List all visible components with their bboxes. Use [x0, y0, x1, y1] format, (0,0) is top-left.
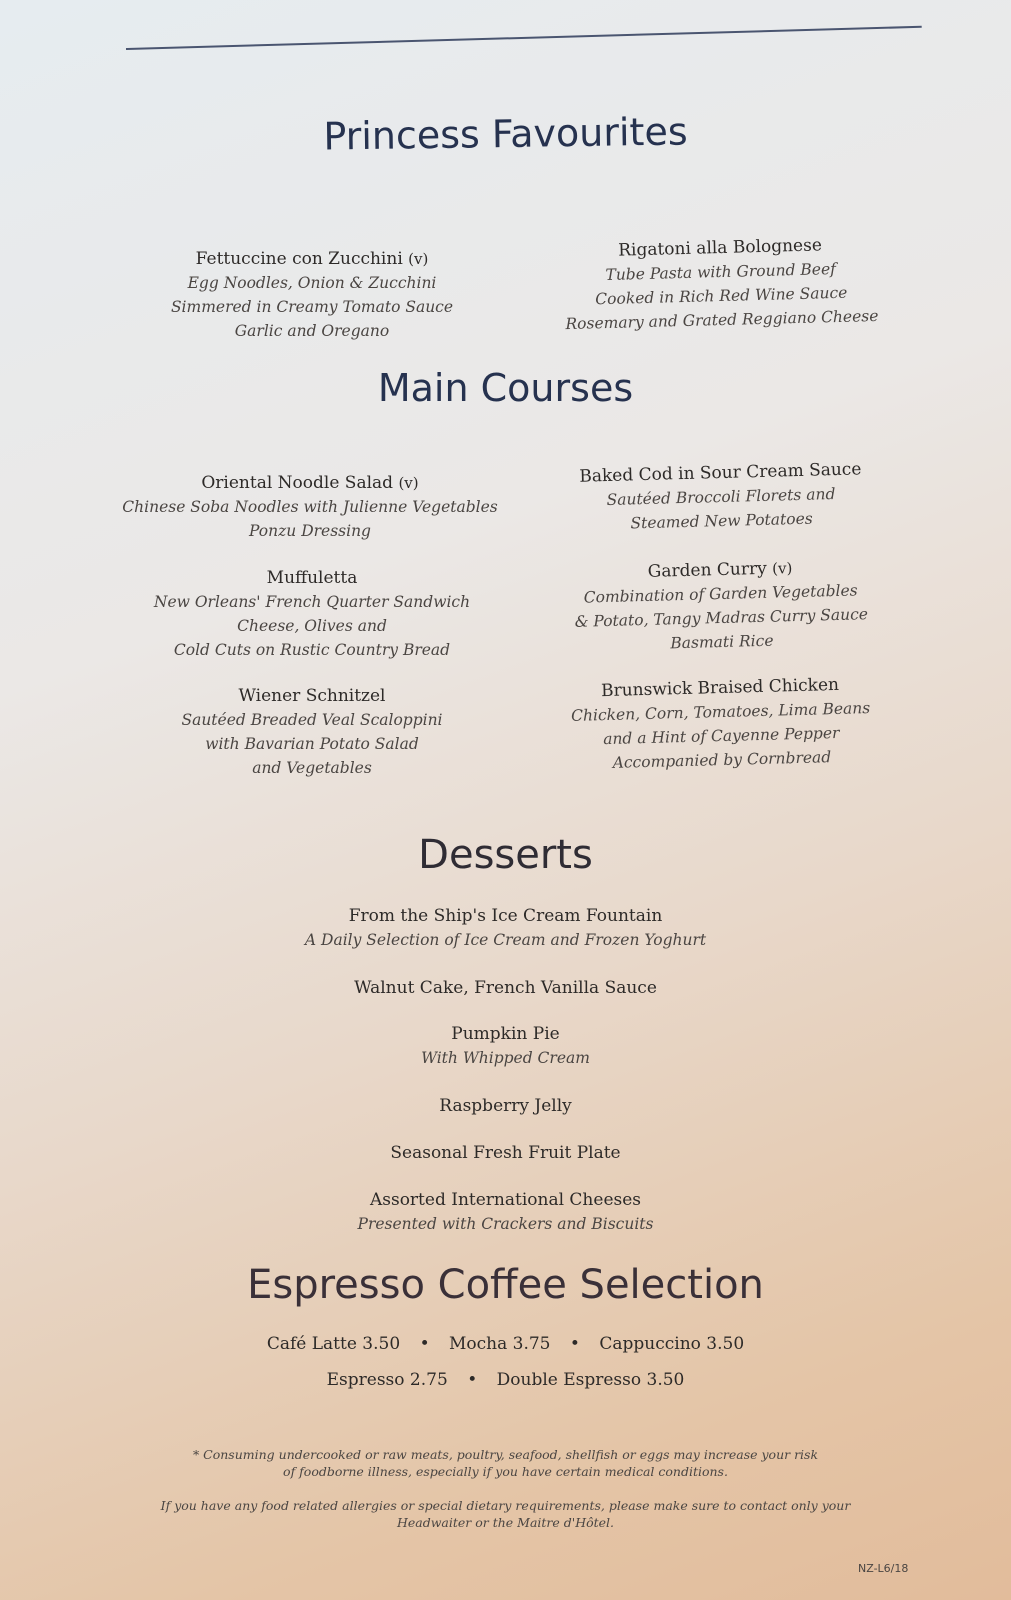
section-title-desserts: Desserts [418, 832, 593, 878]
dessert-name: Seasonal Fresh Fruit Plate [390, 1143, 621, 1163]
item-desc-line: Cold Cuts on Rustic Country Bread [173, 641, 451, 659]
dessert-desc: A Daily Selection of Ice Cream and Frozen Yoghurt [304, 931, 707, 949]
item-desc-line: & Potato, Tangy Madras Curry Sauce [574, 605, 869, 631]
item-name: Rigatoni alla Bolognese [617, 235, 823, 261]
dessert-item [0, 1022, 1011, 1070]
item-desc-line: Egg Noodles, Onion & Zucchini [187, 274, 437, 292]
dessert-name: Walnut Cake, French Vanilla Sauce [354, 978, 657, 998]
item-desc-line: Accompanied by Cornbread [612, 748, 832, 772]
item-desc-line: Cheese, Olives and [237, 617, 387, 635]
dessert-item [0, 904, 1011, 952]
coffee-row [0, 1334, 1011, 1354]
coffee-item: Café Latte 3.50 [266, 1334, 401, 1354]
item-desc-line: Chicken, Corn, Tomatoes, Lima Beans [570, 699, 871, 725]
menu-code: NZ-L6/18 [858, 1562, 909, 1575]
item-name: Muffuletta [266, 568, 358, 588]
item-desc-line: Basmati Rice [670, 631, 774, 653]
menu-item-baked-cod [520, 456, 922, 538]
coffee-item: Double Espresso 3.50 [496, 1370, 685, 1390]
item-desc-line: Cooked in Rich Red Wine Sauce [595, 283, 848, 309]
allergy-note [120, 1497, 891, 1531]
menu-item-rigatoni [520, 231, 922, 337]
item-desc-line: New Orleans' French Quarter Sandwich [153, 593, 471, 611]
item-name: Oriental Noodle Salad (v) [201, 473, 419, 493]
item-desc-line: Tube Pasta with Ground Beef [605, 259, 837, 285]
item-desc-line: Sautéed Breaded Veal Scaloppini [181, 711, 443, 729]
note-line: If you have any food related allergies or special dietary requirements, please make sure to contact only your [160, 1498, 851, 1513]
item-name: Baked Cod in Sour Cream Sauce [579, 459, 862, 487]
section-title-main-courses: Main Courses [377, 366, 634, 410]
section-title-espresso: Espresso Coffee Selection [247, 1262, 764, 1308]
separator-dot: • [467, 1370, 478, 1390]
dessert-item [0, 1094, 1011, 1118]
item-desc-line: Rosemary and Grated Reggiano Cheese [565, 306, 879, 334]
dessert-name: From the Ship's Ice Cream Fountain [348, 906, 663, 926]
item-name: Brunswick Braised Chicken [600, 674, 840, 702]
menu-item-muffuletta [112, 566, 512, 662]
item-name: Fettuccine con Zucchini (v) [195, 249, 429, 269]
item-desc-line: Combination of Garden Vegetables [583, 581, 858, 607]
dessert-desc: With Whipped Cream [421, 1049, 590, 1067]
item-name: Wiener Schnitzel [238, 686, 386, 706]
menu-item-fettuccine [112, 247, 512, 343]
health-warning [120, 1446, 891, 1480]
item-desc-line: Steamed New Potatoes [630, 509, 813, 533]
coffee-item: Espresso 2.75 [326, 1370, 448, 1390]
item-desc-line: and Vegetables [252, 759, 372, 777]
item-desc-line: Sautéed Broccoli Florets and [606, 485, 836, 509]
separator-dot: • [419, 1334, 430, 1354]
dessert-desc: Presented with Crackers and Biscuits [357, 1215, 654, 1233]
dessert-item [0, 976, 1011, 1000]
menu-item-wiener-schnitzel [112, 684, 512, 780]
menu-item-brunswick-chicken [520, 671, 922, 777]
item-desc-line: Simmered in Creamy Tomato Sauce [170, 298, 454, 316]
dessert-name: Pumpkin Pie [451, 1024, 560, 1044]
section-title-favourites: Princess Favourites [323, 109, 688, 159]
coffee-row [0, 1370, 1011, 1390]
note-line: * Consuming undercooked or raw meats, poultry, seafood, shellfish or eggs may increase your risk [192, 1447, 819, 1462]
item-desc-line: Garlic and Oregano [234, 322, 390, 340]
coffee-item: Cappuccino 3.50 [599, 1334, 745, 1354]
dessert-item [0, 1141, 1011, 1165]
dessert-name: Assorted International Cheeses [369, 1190, 642, 1210]
top-rule [126, 26, 922, 50]
dessert-name: Raspberry Jelly [439, 1096, 572, 1116]
menu-item-oriental-noodle-salad [110, 471, 510, 543]
item-desc-line: Ponzu Dressing [249, 522, 371, 540]
note-line: Headwaiter or the Maitre d'Hôtel. [396, 1515, 615, 1530]
item-desc-line: Chinese Soba Noodles with Julienne Vegetables [122, 498, 498, 516]
coffee-item: Mocha 3.75 [449, 1334, 551, 1354]
item-desc-line: and a Hint of Cayenne Pepper [602, 723, 840, 749]
note-line: of foodborne illness, especially if you have certain medical conditions. [283, 1464, 728, 1479]
item-name: Garden Curry (v) [647, 558, 793, 582]
separator-dot: • [569, 1334, 580, 1354]
menu-item-garden-curry [520, 553, 922, 659]
dessert-item [0, 1188, 1011, 1236]
item-desc-line: with Bavarian Potato Salad [205, 735, 419, 753]
